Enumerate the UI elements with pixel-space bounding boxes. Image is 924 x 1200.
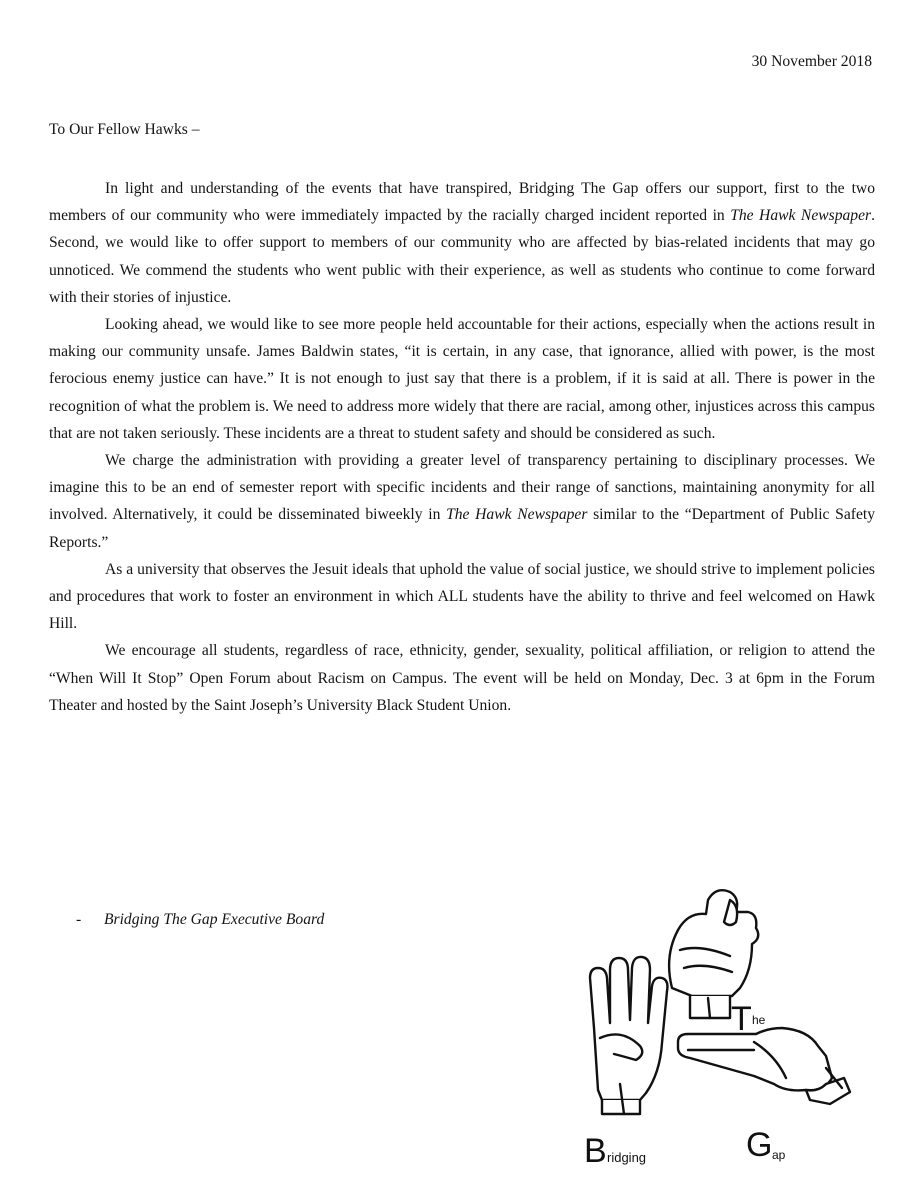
- logo-b-cap: B: [584, 1132, 607, 1170]
- paragraph-2: Looking ahead, we would like to see more people held accountable for their actions, especially when the actions result in making our community unsafe. James Baldwin states, “it is certain, in any case, that ignorance, allied with power, is the most ferocious enemy justice can have.” It is not enough to just say that there is a problem, if it is said at all. There is power in the recognition of what the problem is. We need to address more widely that there are racial, among other, injustices across this campus that are not taken seriously. These incidents are a threat to student safety and should be considered as such.: [49, 316, 875, 442]
- letter-date: 30 November 2018: [751, 53, 872, 70]
- paragraph-4: As a university that observes the Jesuit ideals that uphold the value of social justice, we should strive to implement policies and procedures that work to foster an environment in which ALL students have the ability to thrive and feel welcomed on Hawk Hill.: [49, 560, 875, 633]
- signature-text: Bridging The Gap Executive Board: [104, 911, 325, 928]
- logo-t-rest: he: [752, 1013, 766, 1027]
- paragraph-3-text-b: similar to the “Department of Public Safety Reports.”: [49, 506, 875, 551]
- asl-hands-logo: [580, 878, 880, 1178]
- hands-icon: [580, 878, 880, 1178]
- salutation: To Our Fellow Hawks –: [49, 121, 200, 138]
- logo-g-cap: G: [746, 1126, 773, 1164]
- newspaper-title: The Hawk Newspaper: [446, 506, 588, 524]
- signature: [76, 911, 324, 929]
- logo-g-rest: ap: [772, 1148, 786, 1162]
- paragraph-3: [49, 447, 875, 556]
- paragraph-1: [49, 175, 875, 311]
- logo-t-cap: T: [731, 1000, 752, 1038]
- paragraph-3-text-a: We charge the administration with providing a greater level of transparency pertaining to disciplinary processes. We imagine this to be an end of semester report with specific incidents and their range of sanctions, maintaining anonymity for all involved. Alternatively, it could be disseminated biweekly in: [49, 452, 875, 524]
- paragraph-1-text-b: . Second, we would like to offer support to members of our community who are affected by bias-related incidents that may go unnoticed. We commend the students who went public with their experience, as well as students who continue to come forward with their stories of injustice.: [49, 207, 875, 306]
- newspaper-title: The Hawk Newspaper: [730, 207, 872, 225]
- paragraph-5: We encourage all students, regardless of race, ethnicity, gender, sexuality, political affiliation, or religion to attend the “When Will It Stop” Open Forum about Racism on Campus. The event will be held on Monday, Dec. 3 at 6pm in the Forum Theater and hosted by the Saint Joseph’s University Black Student Union.: [49, 642, 875, 714]
- logo-b-rest: ridging: [607, 1150, 647, 1165]
- paragraph-1-text-a: In light and understanding of the events that have transpired, Bridging The Gap offers our support, first to the two members of our community who were immediately impacted by the racially charged incident reported in: [49, 180, 875, 225]
- letter-body: [49, 175, 875, 719]
- signature-dash: -: [76, 911, 82, 928]
